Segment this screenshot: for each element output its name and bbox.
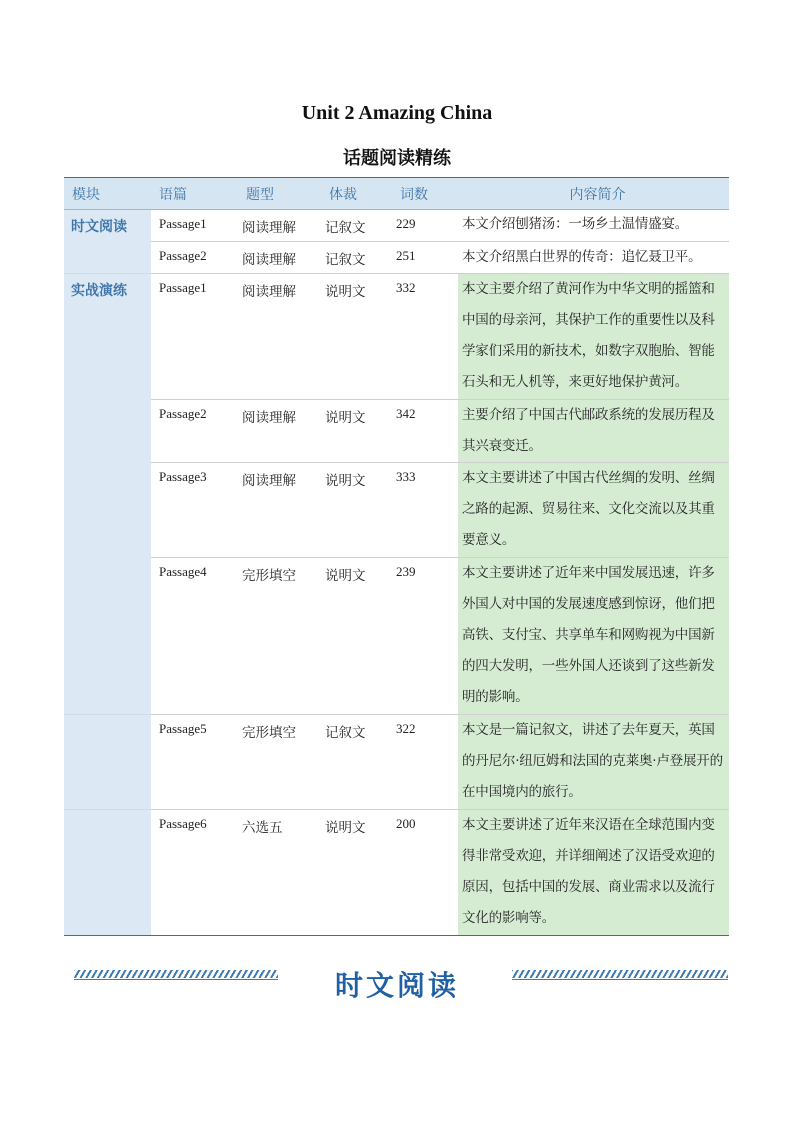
- summary-cell: 本文介绍黑白世界的传奇：追忆聂卫平。: [458, 242, 729, 274]
- words-cell: 342: [392, 400, 458, 463]
- words-cell: 239: [392, 558, 458, 715]
- summary-cell: 本文介绍刨猪汤：一场乡土温情盛宴。: [458, 210, 729, 242]
- summary-cell: 本文主要介绍了黄河作为中华文明的摇篮和中国的母亲河，其保护工作的重要性以及科学家们采用的新技术，如数字双胞胎、智能石头和无人机等，来更好地保护黄河。: [458, 274, 729, 400]
- module-cell: [64, 715, 151, 810]
- genre-cell: 说明文: [321, 400, 392, 463]
- header-genre: 体裁: [321, 178, 392, 210]
- module-cell: [64, 810, 151, 936]
- page-subtitle: 话题阅读精练: [343, 148, 451, 169]
- words-cell: 251: [392, 242, 458, 274]
- header-type: 题型: [238, 178, 321, 210]
- type-cell: 六选五: [238, 810, 321, 936]
- words-cell: 200: [392, 810, 458, 936]
- passage-cell: Passage2: [151, 400, 238, 463]
- page-title: Unit 2 Amazing China: [301, 102, 493, 124]
- banner-title: 时文阅读: [334, 969, 459, 1002]
- header-summary: 内容简介: [458, 178, 729, 210]
- words-cell: 333: [392, 463, 458, 558]
- passage-cell: Passage6: [151, 810, 238, 936]
- type-cell: 阅读理解: [238, 463, 321, 558]
- summary-cell: 本文主要讲述了中国古代丝绸的发明、丝绸之路的起源、贸易往来、文化交流以及其重要意义。: [458, 463, 729, 558]
- table-row: [64, 400, 729, 463]
- table-row: [64, 242, 729, 274]
- header-words: 词数: [392, 178, 458, 210]
- summary-cell: 本文主要讲述了近年来中国发展迅速，许多外国人对中国的发展速度感到惊讶，他们把高铁、支付宝、共享单车和网购视为中国新的四大发明，一些外国人还谈到了这些新发明的影响。: [458, 558, 729, 715]
- module-cell: 实战演练: [64, 274, 151, 715]
- section-banner: [0, 966, 794, 1006]
- words-cell: 229: [392, 210, 458, 242]
- passage-cell: Passage3: [151, 463, 238, 558]
- header-module: 模块: [64, 178, 151, 210]
- table-row: [64, 274, 729, 400]
- table-row: [64, 558, 729, 715]
- type-cell: 完形填空: [238, 715, 321, 810]
- genre-cell: 说明文: [321, 274, 392, 400]
- summary-cell: 本文主要讲述了近年来汉语在全球范围内变得非常受欢迎，并详细阐述了汉语受欢迎的原因，包括中国的发展、商业需求以及流行文化的影响等。: [458, 810, 729, 936]
- banner-stripe-right: [512, 970, 728, 978]
- passage-cell: Passage4: [151, 558, 238, 715]
- passage-cell: Passage1: [151, 274, 238, 400]
- summary-cell: 本文是一篇记叙文，讲述了去年夏天，英国的丹尼尔·纽厄姆和法国的克莱奥·卢登展开的在中国境内的旅行。: [458, 715, 729, 810]
- table-row: [64, 210, 729, 242]
- table-row: [64, 810, 729, 936]
- summary-cell: 主要介绍了中国古代邮政系统的发展历程及其兴衰变迁。: [458, 400, 729, 463]
- words-cell: 322: [392, 715, 458, 810]
- type-cell: 阅读理解: [238, 210, 321, 242]
- passage-cell: Passage1: [151, 210, 238, 242]
- type-cell: 阅读理解: [238, 274, 321, 400]
- type-cell: 阅读理解: [238, 242, 321, 274]
- genre-cell: 说明文: [321, 463, 392, 558]
- table-header-row: [64, 178, 729, 210]
- table-row: [64, 715, 729, 810]
- module-cell: 时文阅读: [64, 210, 151, 274]
- genre-cell: 记叙文: [321, 715, 392, 810]
- header-passage: 语篇: [151, 178, 238, 210]
- type-cell: 阅读理解: [238, 400, 321, 463]
- genre-cell: 记叙文: [321, 210, 392, 242]
- genre-cell: 说明文: [321, 810, 392, 936]
- banner-line-right: [512, 979, 728, 980]
- genre-cell: 说明文: [321, 558, 392, 715]
- passage-cell: Passage5: [151, 715, 238, 810]
- words-cell: 332: [392, 274, 458, 400]
- type-cell: 完形填空: [238, 558, 321, 715]
- table-row: [64, 463, 729, 558]
- passage-cell: Passage2: [151, 242, 238, 274]
- genre-cell: 记叙文: [321, 242, 392, 274]
- passage-table: [64, 177, 729, 936]
